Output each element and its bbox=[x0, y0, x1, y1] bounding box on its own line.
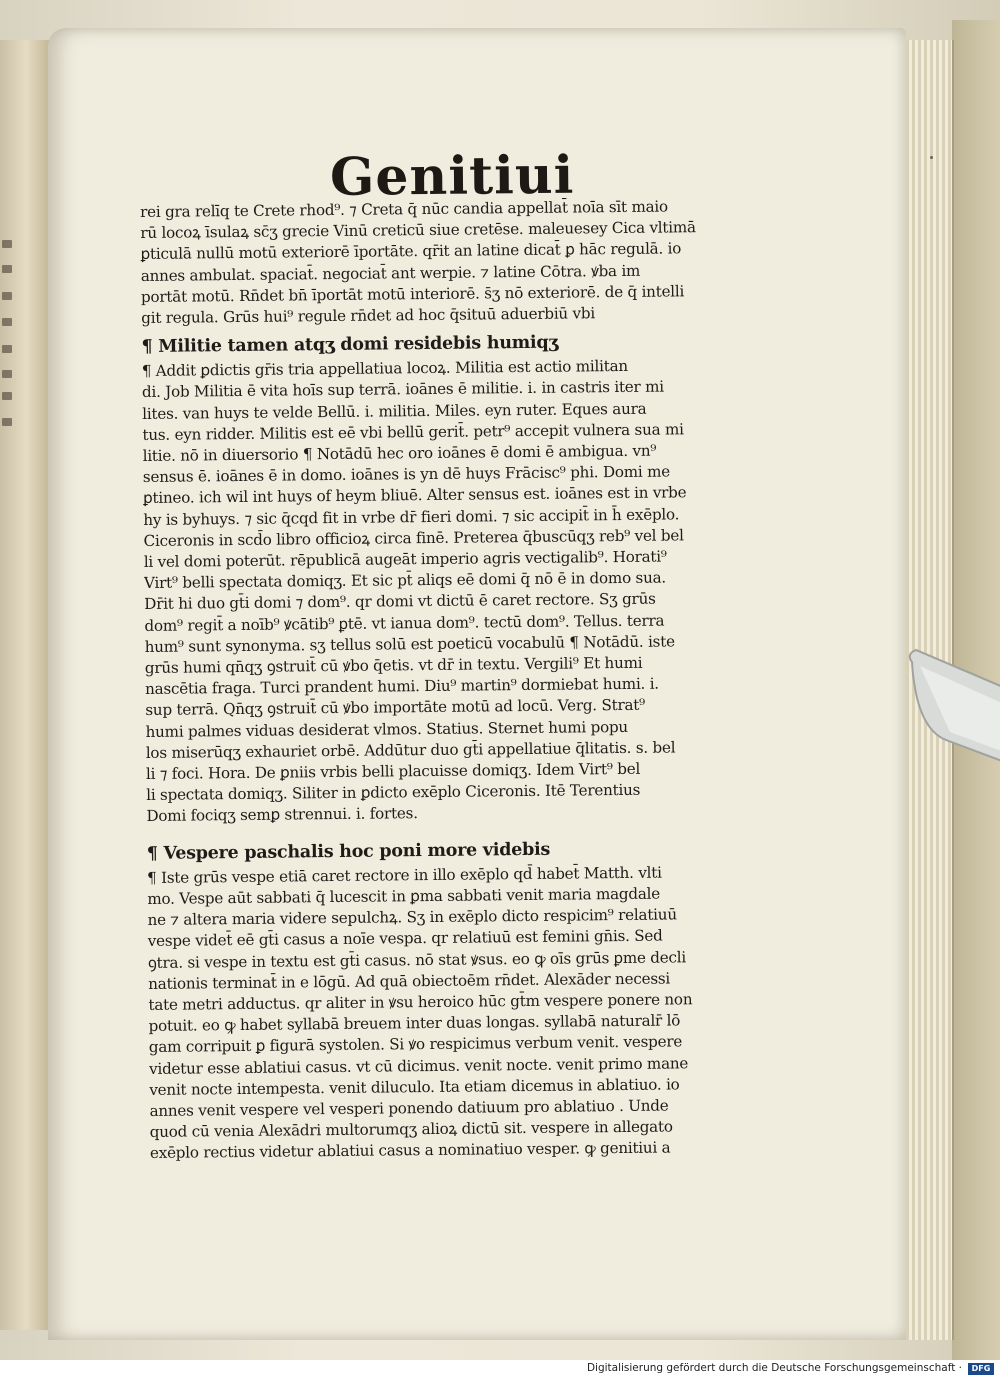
footer-bar bbox=[0, 1360, 1000, 1378]
text-line: mo. Vespe aūt sabbati q̄ lucescit in ꝑma sabbati venit maria magdale bbox=[147, 884, 661, 908]
text-line: li ⁊ foci. Hora. De ꝑniis vrbis belli placuisse domiqʒ. Idem Virt⁹ bel bbox=[145, 759, 641, 784]
text-line: li spectata domiqʒ. Siliter in ꝑdicto exēplo Ciceronis. Itē Terentius bbox=[146, 781, 641, 805]
text-line: exēplo rectius videtur ablatiui casus a nominatiuo vesper. ꝙ genitiui a bbox=[149, 1138, 671, 1163]
text-line: ꝯtra. si vespe in textu est gt̄i casus. nō stat ꝟsus. eo ꝙ oīs grūs ꝑme decli bbox=[147, 947, 687, 972]
text-line: di. Job Militia ē vita hoīs sup terrā. ioānes ē militie. i. in castris iter mi bbox=[141, 377, 664, 402]
text-line: quod cū venia Alexādri multorumqʒ alioꝝ dictū sit. vespere in allegato bbox=[149, 1117, 673, 1142]
text-line: videtur esse ablatiui casus. vt cū dicimus. venit nocte. venit primo mane bbox=[148, 1053, 689, 1078]
text-line: Dr̄it hi duo gt̄i domi ⁊ dom⁹. qr domi vt dictū ē caret rectore. Sʒ grūs bbox=[144, 590, 656, 614]
text-line: rei gra relīq te Crete rhod⁹. ⁊ Creta q̄ nūc candia appellat̄ noīa sīt maio bbox=[140, 197, 668, 221]
dfg-logo: DFG bbox=[968, 1363, 994, 1375]
page-heading: Genitiui bbox=[329, 144, 575, 208]
text-line: tus. eyn ridder. Militis est eē vbi bellū gerit̄. petr⁹ accepit vulnera sua mi bbox=[142, 420, 684, 444]
text-line: dom⁹ regit̄ a noīb⁹ ꝟcātib⁹ ꝑtē. vt ianua dom⁹. tectū dom⁹. Tellus. terra bbox=[144, 611, 665, 635]
verse-line: ¶ Militie tamen atqʒ domi residebis humiqʒ bbox=[141, 332, 559, 358]
text-line: ne ⁊ altera maria videre sepulchꝝ. Sʒ in exēplo dicto respicim⁹ relatiuū bbox=[147, 905, 677, 930]
text-line: humi palmes viduas desiderat vlmos. Statius. Sternet humi popu bbox=[145, 717, 629, 741]
text-line: sensus ē. ioānes ē in domo. ioānes is yn dē huys Frācisc⁹ phi. Domi me bbox=[142, 462, 671, 487]
text-line: hum⁹ sunt synonyma. sʒ tellus solū est poeticū vocabulū ¶ Notādū. iste bbox=[144, 632, 675, 656]
funding-credit: Digitalisierung gefördert durch die Deutsche Forschungsgemeinschaft · bbox=[586, 1362, 962, 1374]
text-line: nascētia fraga. Turci prandent humi. Diu⁹ martin⁹ dormiebat humi. i. bbox=[145, 674, 659, 699]
text-line: hy is byhuys. ⁊ sic q̄cqd fit in vrbe dr̄ fieri domi. ⁊ sic accipit̄ in h̄ exēplo. bbox=[143, 505, 680, 529]
text-line: gam corripuit ꝑ figurā systolen. Si ꝟo respicimus verbum venit. vespere bbox=[148, 1032, 683, 1057]
left-page-fragment bbox=[0, 40, 54, 1330]
text-line: ¶ Addit ꝑdictis gr̄is tria appellatiua locoꝝ. Militia est actio militan bbox=[141, 357, 628, 381]
text-line: vespe videt̄ eē gt̄i casus a noīe vespa. qr relatiuū est femini gn̄is. Sed bbox=[147, 926, 663, 951]
text-line: rū locoꝝ īsulaꝝ sc̄ʒ grecie Vinū creticū siue cretēse. maleuesey Cica vltimā bbox=[140, 218, 696, 243]
text-line: sup terrā. Qn̄qʒ ꝯstruit̄ cū ꝟbo importāte motū ad locū. Verg. Strat⁹ bbox=[145, 696, 646, 720]
text-line: annes ambulat. spaciat̄. negociat̄ ant werpie. ⁊ latine Cōtra. ꝟba im bbox=[140, 261, 641, 285]
text-line: nationis terminat̄ in e lōgū. Ad quā obiectoēm rn̄det. Alexāder necessi bbox=[148, 969, 671, 993]
text-line: Virt⁹ belli spectata domiqʒ. Et sic pt̄ aliqs eē domi q̄ nō ē in domo sua. bbox=[143, 568, 667, 593]
text-line: tate metri adductus. qr aliter in ꝟsu heroico hūc gt̄m vespere ponere non bbox=[148, 990, 693, 1014]
text-line: Ciceronis in scd̄o libro officioꝝ circa finē. Preterea q̄buscūqʒ reb⁹ vel bel bbox=[143, 526, 684, 550]
text-line: li vel domi poterūt. rēpublicā augeāt imperio agris vectigalib⁹. Horati⁹ bbox=[143, 547, 667, 572]
text-line: ꝑticulā nullū motū exteriorē īportāte. qr̄it an latine dicat̄ ꝑ hāc regulā. io bbox=[140, 239, 682, 264]
text-block bbox=[140, 196, 722, 1164]
text-line: portāt motū. Rn̄det bn̄ īportāt motū interiorē. s̄ʒ nō exteriorē. de q̄ intelli bbox=[140, 282, 685, 306]
text-line: venit nocte intempesta. venit diluculo. Ita etiam dicemus in ablatiuo. io bbox=[149, 1075, 680, 1099]
text-line: grūs humi qn̄qʒ ꝯstruit̄ cū ꝟbo q̄etis. vt dr̄ in textu. Vergili⁹ Et humi bbox=[144, 653, 643, 678]
text-line: lites. van huys te velde Bellū. i. militia. Miles. eyn ruter. Eques aura bbox=[142, 399, 647, 423]
text-line: annes venit vespere vel vesperi ponendo datiuum pro ablatiuo . Unde bbox=[149, 1096, 669, 1120]
text-line: git regula. Grūs hui⁹ regule rn̄det ad hoc q̄situū aduerbiū vbi bbox=[141, 304, 595, 328]
text-line: ꝑtineo. ich wil int huys of heym bliuē. Alter sensus est. ioānes est in vrbe bbox=[143, 483, 687, 508]
text-line: potuit. eo ꝙ habet syllabā breuem inter duas longas. syllabā naturalr̄ lō bbox=[148, 1011, 681, 1036]
page-speck bbox=[930, 156, 933, 159]
page-clip bbox=[906, 644, 1000, 764]
verse-line: ¶ Vespere paschalis hoc poni more videbis bbox=[146, 839, 551, 864]
text-line: Domi fociqʒ semꝑ strennui. i. fortes. bbox=[146, 804, 418, 826]
text-line: litie. nō in diuersorio ¶ Notādū hec oro ioānes ē domi ē ambigua. vn⁹ bbox=[142, 441, 657, 466]
text-line: los miserūqʒ exhauriet orbē. Addūtur duo gt̄i appellatiue q̄litatis. s. bel bbox=[145, 738, 676, 762]
text-line: ¶ Iste grūs vespe etiā caret rectore in illo exēplo qd̄ habet̄ Matth. vlti bbox=[146, 863, 662, 887]
